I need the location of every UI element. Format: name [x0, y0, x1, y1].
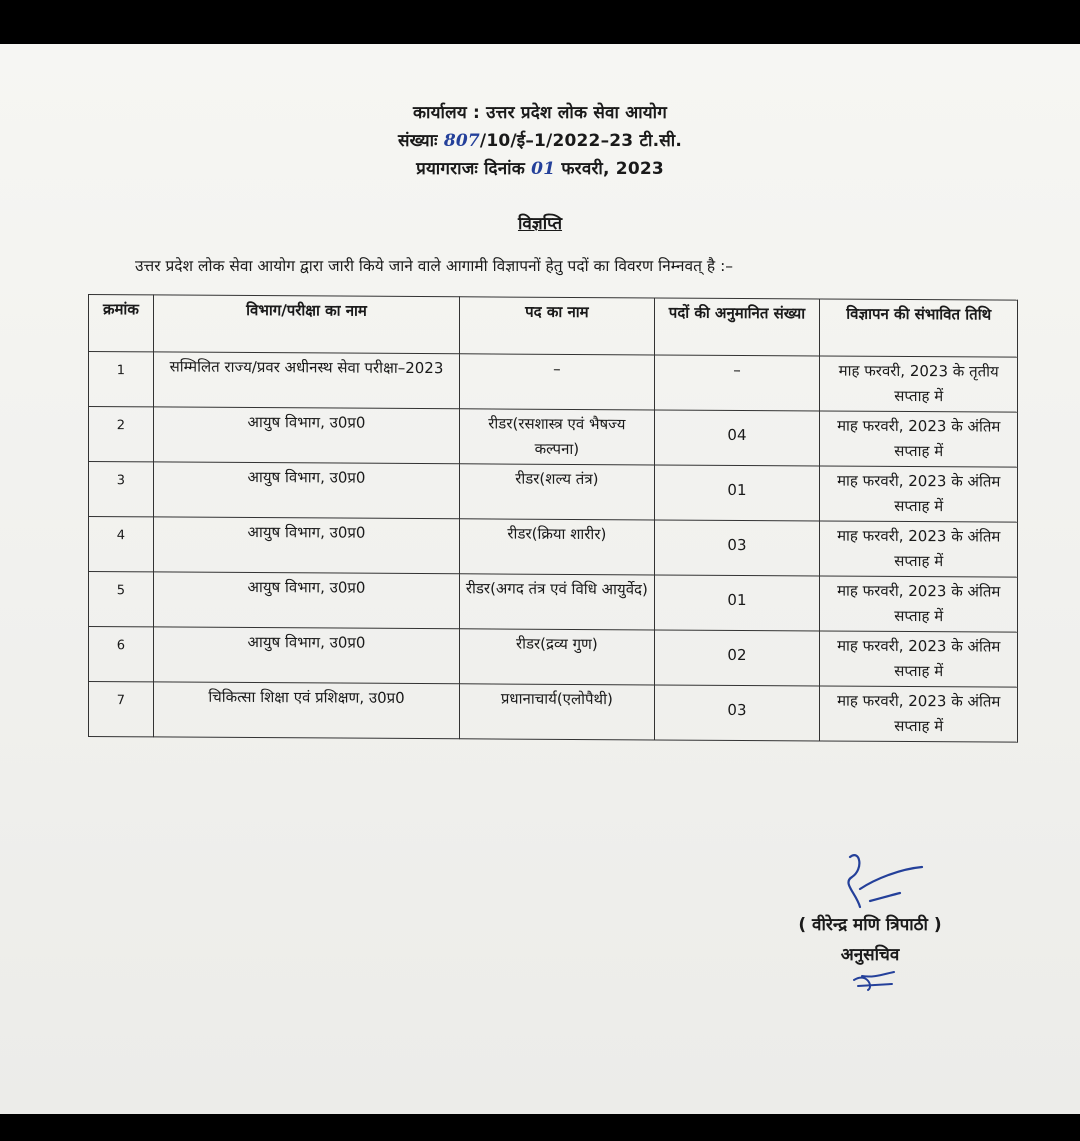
col-serial: क्रमांक — [89, 295, 154, 352]
ref-handwritten-number: 807 — [443, 131, 480, 151]
cell-post: रीडर(द्रव्य गुण) — [460, 629, 654, 685]
table-header-row — [89, 295, 1018, 358]
intro-text: उत्तर प्रदेश लोक सेवा आयोग द्वारा जारी किये जाने वाले आगामी विज्ञापनों हेतु पदों का विवरण निम्नवत् है :– — [135, 257, 734, 275]
col-date: विज्ञापन की संभावित तिथि — [820, 299, 1018, 357]
place-date — [0, 155, 1080, 183]
cell-count: 03 — [654, 520, 820, 576]
signatory-name: ( वीरेन्द्र मणि त्रिपाठी ) — [798, 915, 942, 935]
initial-scribble — [848, 962, 898, 992]
table-row — [89, 572, 1018, 633]
cell-post: रीडर(रसशास्त्र एवं भैषज्य कल्पना) — [460, 409, 654, 465]
cell-serial: 1 — [89, 352, 154, 407]
document-page — [0, 44, 1080, 1114]
cell-department: आयुष विभाग, उ0प्र0 — [153, 517, 459, 574]
cell-date: माह फरवरी, 2023 के अंतिम सप्ताह में — [820, 466, 1018, 522]
signature-scribble — [830, 849, 930, 909]
cell-serial: 7 — [89, 682, 154, 737]
col-count: पदों की अनुमानित संख्या — [654, 298, 820, 356]
table-row — [89, 407, 1018, 468]
cell-count: 01 — [654, 465, 820, 521]
cell-date: माह फरवरी, 2023 के अंतिम सप्ताह में — [820, 576, 1018, 632]
cell-date: माह फरवरी, 2023 के तृतीय सप्ताह में — [820, 356, 1018, 412]
cell-count: 01 — [654, 575, 820, 631]
table-row — [89, 627, 1018, 688]
reference-number — [0, 127, 1080, 155]
cell-serial: 5 — [89, 572, 154, 627]
notice-title: विज्ञप्ति — [517, 214, 563, 234]
cell-post: प्रधानाचार्य(एलोपैथी) — [460, 684, 654, 740]
cell-count: 02 — [654, 630, 820, 686]
cell-post: रीडर(क्रिया शारीर) — [460, 519, 654, 575]
cell-count: – — [654, 355, 820, 411]
place-date-suffix: फरवरी, 2023 — [561, 159, 664, 179]
cell-serial: 3 — [89, 462, 154, 517]
cell-post: – — [460, 354, 654, 410]
cell-department: आयुष विभाग, उ0प्र0 — [153, 462, 459, 519]
table-row — [89, 682, 1018, 743]
cell-department: आयुष विभाग, उ0प्र0 — [153, 407, 459, 464]
ref-suffix: /10/ई–1/2022–23 टी.सी. — [479, 131, 683, 151]
signatory-designation: अनुसचिव — [840, 945, 900, 965]
cell-department: आयुष विभाग, उ0प्र0 — [153, 572, 459, 629]
ref-prefix: संख्याः — [397, 131, 438, 151]
table-row — [89, 462, 1018, 523]
office-name: कार्यालय : उत्तर प्रदेश लोक सेवा आयोग — [412, 103, 668, 123]
cell-post: रीडर(अगद तंत्र एवं विधि आयुर्वेद) — [460, 574, 654, 630]
cell-serial: 2 — [89, 407, 154, 462]
table-row — [89, 517, 1018, 578]
col-post: पद का नाम — [460, 297, 654, 355]
place-date-prefix: प्रयागराजः दिनांक — [416, 159, 526, 179]
cell-date: माह फरवरी, 2023 के अंतिम सप्ताह में — [820, 631, 1018, 687]
date-handwritten: 01 — [531, 159, 556, 179]
cell-serial: 6 — [89, 627, 154, 682]
letter-header — [0, 99, 1080, 183]
cell-department: आयुष विभाग, उ0प्र0 — [153, 627, 459, 684]
cell-date: माह फरवरी, 2023 के अंतिम सप्ताह में — [820, 521, 1018, 577]
col-department: विभाग/परीक्षा का नाम — [153, 295, 459, 354]
cell-serial: 4 — [89, 517, 154, 572]
cell-department: चिकित्सा शिक्षा एवं प्रशिक्षण, उ0प्र0 — [153, 682, 459, 739]
table-row — [89, 352, 1018, 413]
cell-post: रीडर(शल्य तंत्र) — [460, 464, 654, 520]
cell-count: 04 — [654, 410, 820, 466]
cell-count: 03 — [654, 685, 820, 741]
cell-department: सम्मिलित राज्य/प्रवर अधीनस्थ सेवा परीक्षा–2023 — [153, 352, 459, 409]
cell-date: माह फरवरी, 2023 के अंतिम सप्ताह में — [820, 686, 1018, 742]
cell-date: माह फरवरी, 2023 के अंतिम सप्ताह में — [820, 411, 1018, 467]
posts-table — [88, 294, 1018, 743]
